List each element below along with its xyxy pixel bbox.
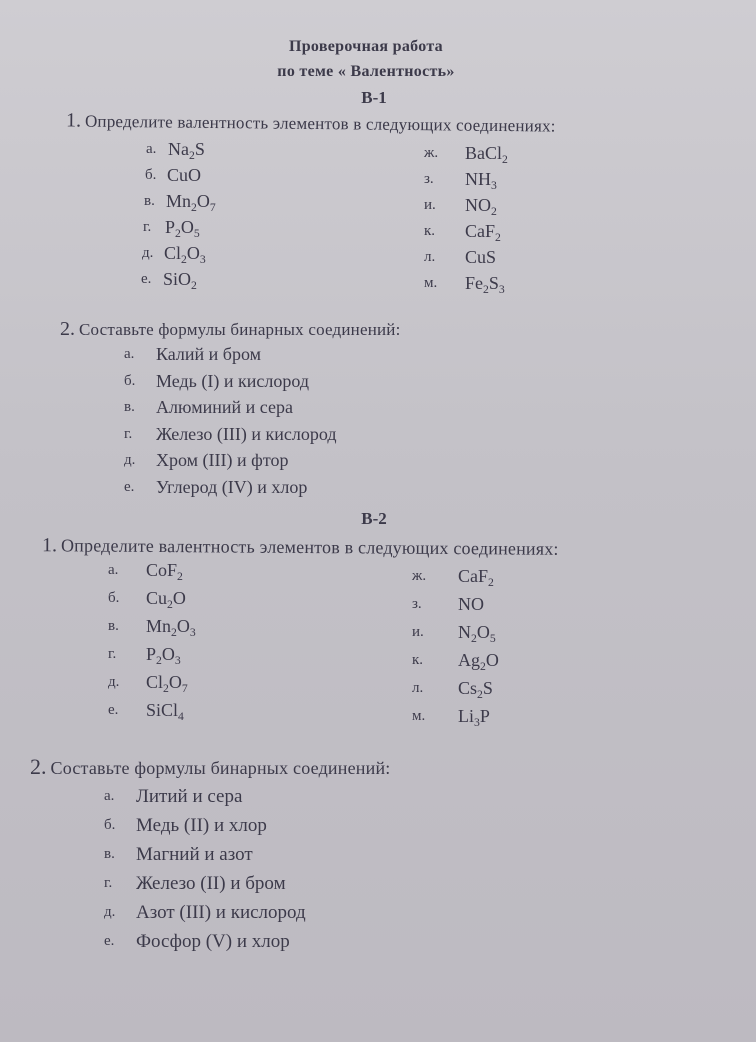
v1-q1-left-letter: б. <box>145 167 157 183</box>
v2-q1-left-formula: $Cu_2O$ <box>146 588 186 612</box>
v2-q1-right-formula: $Li_3P$ <box>458 706 490 730</box>
v2-q1-heading <box>42 534 559 561</box>
v2-q1-left-letter: е. <box>108 702 119 718</box>
v1-q1-left-letter: в. <box>144 193 155 209</box>
v2-q1-right-letter: к. <box>412 652 424 668</box>
v2-q2-letter: в. <box>104 846 115 862</box>
v1-q2-letter: г. <box>124 425 133 442</box>
v1-q1-right-letter: к. <box>424 223 436 239</box>
v2-q2-heading <box>30 754 390 780</box>
v1-q1-right-letter: м. <box>424 275 438 291</box>
header-line-1: Проверочная работа <box>288 38 443 55</box>
v1-q1-text: Определите валентность элементов в следующих соединениях: <box>84 111 556 136</box>
v1-q2-text: Углерод (IV) и хлор <box>156 476 308 497</box>
v1-q2-letter: б. <box>124 372 136 389</box>
v2-q1-left-letter: д. <box>108 674 120 690</box>
v1-q1-left-formula: SiO$_2$ <box>163 269 197 293</box>
v2-q1-text: Определите валентность элементов в следующих соединениях: <box>60 535 559 559</box>
v1-q1-right-formula: $NO_2$ <box>465 195 497 219</box>
v1-q2-text: Алюминий и сера <box>156 397 293 417</box>
v1-q1-right-formula: BaCl$_2$ <box>465 143 508 167</box>
v1-q2-number: 2. <box>60 318 75 340</box>
v2-q1-left-formula: SiCl$_4$ <box>146 700 184 724</box>
v1-q1-left-formula: $Mn_2O_7$ <box>166 191 216 215</box>
v1-q2-text: Медь (I) и кислород <box>156 370 309 391</box>
v2-q2-letter: а. <box>104 788 115 804</box>
v2-q1-left-formula: $P_2O_3$ <box>146 644 181 668</box>
v1-q1-right-formula: $NH_3$ <box>465 169 497 193</box>
v2-q1-right-letter: м. <box>412 708 426 724</box>
v2-q1-right-formula: $N_2O_5$ <box>458 622 496 646</box>
v1-q1-heading <box>66 109 556 137</box>
v1-q1-right-letter: л. <box>424 249 436 265</box>
v1-q2-letter: а. <box>124 346 135 362</box>
v1-q1-right-letter: ж. <box>424 145 439 161</box>
v1-q1-right-formula: CuS <box>465 247 497 267</box>
v1-q2-text: Железо (III) и кислород <box>156 423 337 444</box>
v1-q2-letter: е. <box>124 478 135 495</box>
v1-q2-letter: в. <box>124 399 135 415</box>
variant-2-label: В-2 <box>361 509 387 528</box>
v2-q1-left-letter: в. <box>108 618 119 634</box>
v1-q2-text: Калий и бром <box>156 344 262 364</box>
v2-q2-letter: е. <box>104 933 115 949</box>
v1-q2-text: Составьте формулы бинарных соединений: <box>79 320 401 339</box>
v1-q2-letter: д. <box>124 452 136 468</box>
v2-q1-right-formula: $Ag_2O$ <box>458 650 499 674</box>
v2-q1-left-formula: $Mn_2O_3$ <box>146 616 196 640</box>
v2-q2-letter: б. <box>104 817 116 833</box>
v2-q1-left-formula: $Cl_2O_7$ <box>146 672 188 696</box>
v1-q1-left-letter: е. <box>141 271 152 287</box>
v2-q2-text: Железо (II) и бром <box>136 873 286 894</box>
v1-q1-left-formula: $Na_2S$ <box>168 139 205 163</box>
v1-q1-left-letter: г. <box>143 219 152 235</box>
v2-q2-text: Литий и сера <box>136 786 243 807</box>
v2-q2-text: Составьте формулы бинарных соединений: <box>50 758 391 778</box>
v1-q1-right-formula: $Fe_2S_3$ <box>465 273 505 297</box>
v2-q2-number: 2. <box>30 754 47 779</box>
v1-q1-left-formula: CuO <box>167 165 202 185</box>
v2-q1-left-letter: б. <box>108 590 120 606</box>
v2-q1-right-letter: ж. <box>412 568 427 584</box>
v1-q2-heading <box>60 318 401 341</box>
v2-q1-right-letter: з. <box>412 596 422 612</box>
v2-q2-text: Медь (II) и хлор <box>136 815 267 836</box>
v2-q2-text: Азот (III) и кислород <box>136 902 306 923</box>
v2-q1-right-formula: NO <box>458 594 484 614</box>
v2-q1-number: 1. <box>41 534 58 557</box>
v2-q1-right-formula: $Cs_2S$ <box>458 678 493 702</box>
v1-q1-left-letter: а. <box>146 141 157 157</box>
header-line-2: по теме « Валентность» <box>277 63 455 80</box>
v1-q1-right-letter: з. <box>424 171 434 187</box>
v2-q1-left-formula: CoF$_2$ <box>146 560 183 584</box>
v2-q2-text: Магний и азот <box>136 844 253 865</box>
v2-q2-letter: г. <box>104 875 113 891</box>
v1-q1-right-formula: CaF$_2$ <box>465 221 501 245</box>
v2-q1-left-letter: а. <box>108 562 119 578</box>
v2-q1-left-letter: г. <box>108 646 117 662</box>
v1-q1-left-letter: д. <box>142 245 154 261</box>
v1-q1-number: 1. <box>65 109 82 132</box>
v1-q2-text: Хром (III) и фтор <box>156 450 289 470</box>
variant-1-label: В-1 <box>361 88 387 107</box>
v2-q2-text: Фосфор (V) и хлор <box>136 931 290 952</box>
v2-q1-right-letter: л. <box>412 680 424 696</box>
v1-q1-left-formula: $Cl_2O_3$ <box>164 243 206 267</box>
v2-q1-right-letter: и. <box>412 624 424 640</box>
v1-q1-right-letter: и. <box>424 197 436 213</box>
v2-q2-letter: д. <box>104 904 116 920</box>
v2-q1-right-formula: CaF$_2$ <box>458 566 494 590</box>
v1-q1-left-formula: $P_2O_5$ <box>165 217 200 241</box>
